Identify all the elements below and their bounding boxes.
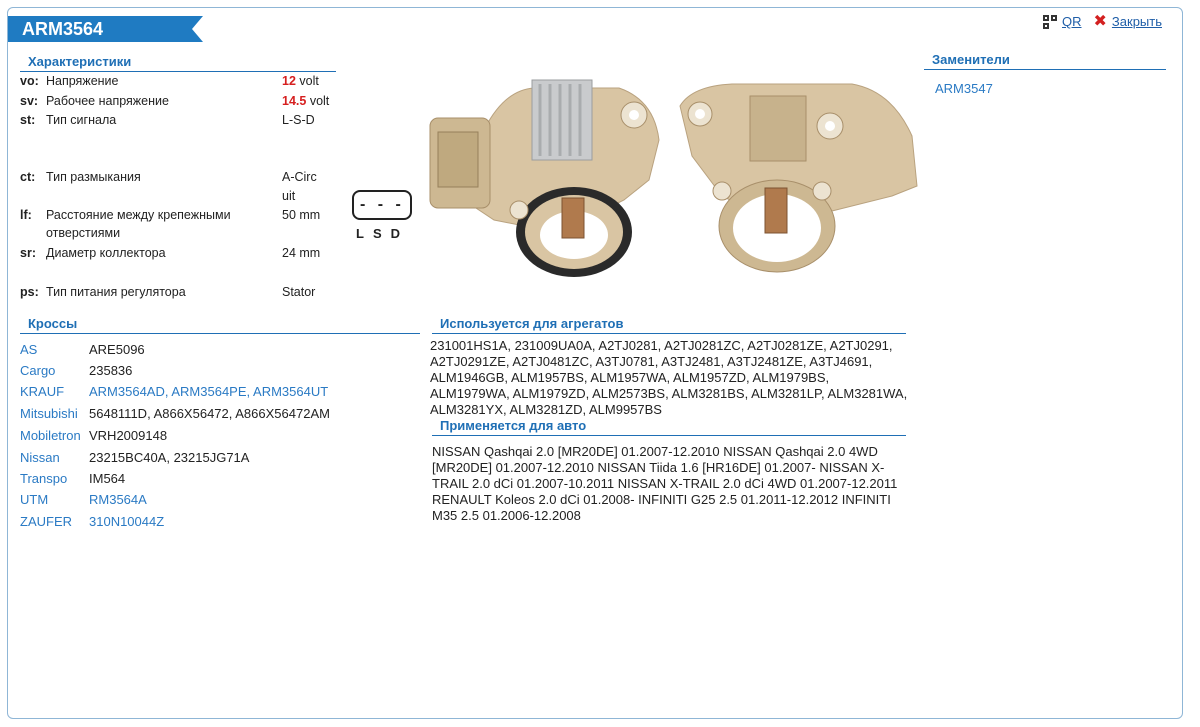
part-title: ARM3564 (8, 16, 192, 42)
cross-brand[interactable]: UTM (20, 492, 49, 507)
spec-name: Рабочее напряжение (46, 94, 169, 108)
close-link[interactable] (1094, 14, 1162, 29)
spec-value: L-S-D (282, 113, 315, 127)
spec-name: Расстояние между крепежными отверстиями (46, 208, 231, 240)
cross-value-link[interactable]: ARM3564AD, ARM3564PE, ARM3564UT (89, 384, 329, 399)
applies-to-heading: Применяется для авто (432, 418, 906, 436)
spec-code: sr: (20, 246, 36, 260)
cross-brand[interactable]: Cargo (20, 363, 56, 378)
top-links (1043, 14, 1162, 29)
cross-value: VRH2009148 (89, 428, 168, 443)
spec-value (282, 92, 362, 110)
cross-brand[interactable]: ZAUFER (20, 514, 72, 529)
spec-value-unit: volt (306, 94, 330, 108)
cross-value-link[interactable]: RM3564A (89, 492, 147, 507)
cross-value: 23215BC40A, 23215JG71A (89, 450, 250, 465)
used-for-list: 231001HS1A, 231009UA0A, A2TJ0281, A2TJ0281ZC, A2TJ0281ZE, A2TJ0291, A2TJ0291ZE, A2TJ0481ZC, A3TJ0781, A3TJ2481, A3TJ2481ZE, A3TJ4691, ALM1946GB, ALM1957BS, ALM1957WA, ALM1957ZD, ALM1979BS, ALM1979WA, ALM1979ZD, ALM2573BS, ALM3281BS, ALM3281LP, ALM3281WA, ALM3281YX, ALM3281ZD, ALM9957BS (430, 338, 908, 417)
qr-link[interactable] (1043, 14, 1082, 29)
cross-value: 5648111D, A866X56472, A866X56472AM (89, 406, 330, 421)
spec-name: Тип сигнала (46, 113, 117, 127)
spec-value-number: 14.5 (282, 94, 307, 108)
cross-value: 235836 (89, 363, 133, 378)
regulator-photo-front (424, 70, 664, 280)
spec-value (282, 72, 362, 90)
qr-icon (1043, 15, 1057, 29)
qr-link-label[interactable]: QR (1062, 14, 1082, 29)
applies-to-list: NISSAN Qashqai 2.0 [MR20DE] 01.2007-12.2010 NISSAN Qashqai 2.0 4WD [MR20DE] 01.2007-12.2010 NISSAN Tiida 1.6 [HR16DE] 01.2007- NISSAN X-TRAIL 2.0 dCi 01.2007-10.2011 NISSAN X-TRAIL 2.0 dCi 4WD 01.2007-12.2011 RENAULT Koleos 2.0 dCi 01.2008- INFINITI G25 2.5 01.2011-12.2012 INFINITI M35 2.5 01.2006-12.2008 (432, 444, 898, 523)
spec-value: 50 mm (282, 208, 321, 222)
specs-heading: Характеристики (20, 54, 336, 72)
spec-code: vo: (20, 74, 39, 88)
used-for-heading: Используется для агрегатов (432, 316, 906, 334)
connector-labels: LSD (356, 226, 409, 241)
spec-value-number: 12 (282, 74, 296, 88)
spec-code: st: (20, 113, 36, 127)
cross-brand[interactable]: Mitsubishi (20, 406, 78, 421)
cross-brand[interactable]: Mobiletron (20, 428, 81, 443)
substitute-link[interactable]: ARM3547 (935, 81, 993, 96)
cross-value: ARE5096 (89, 342, 145, 357)
crosses-heading: Кроссы (20, 316, 420, 334)
spec-name: Тип размыкания (46, 170, 141, 184)
spec-name: Тип питания регулятора (46, 285, 186, 299)
substitutes-heading: Заменители (924, 52, 1166, 70)
cross-brand[interactable]: Nissan (20, 450, 60, 465)
spec-code: ct: (20, 170, 36, 184)
cross-value: IM564 (89, 471, 126, 486)
spec-value: A-Circuit (282, 170, 317, 203)
spec-code: lf: (20, 208, 32, 222)
spec-value-unit: volt (295, 74, 319, 88)
cross-brand[interactable]: AS (20, 342, 38, 357)
spec-code: ps: (20, 285, 39, 299)
connector-box (352, 190, 412, 220)
connector-icon (352, 190, 414, 245)
close-link-label[interactable]: Закрыть (1111, 14, 1162, 29)
spec-value: 24 mm (282, 246, 321, 260)
spec-name: Диаметр коллектора (46, 246, 166, 260)
cross-value-link[interactable]: 310N10044Z (89, 514, 165, 529)
spec-name: Напряжение (46, 74, 119, 88)
connector-pins: - - - (360, 196, 405, 213)
spec-code: sv: (20, 94, 39, 108)
regulator-photo-back (672, 76, 918, 276)
cross-brand[interactable]: KRAUF (20, 384, 65, 399)
cross-brand[interactable]: Transpo (20, 471, 68, 486)
spec-value: Stator (282, 285, 316, 299)
close-icon: ✖ (1093, 12, 1107, 30)
